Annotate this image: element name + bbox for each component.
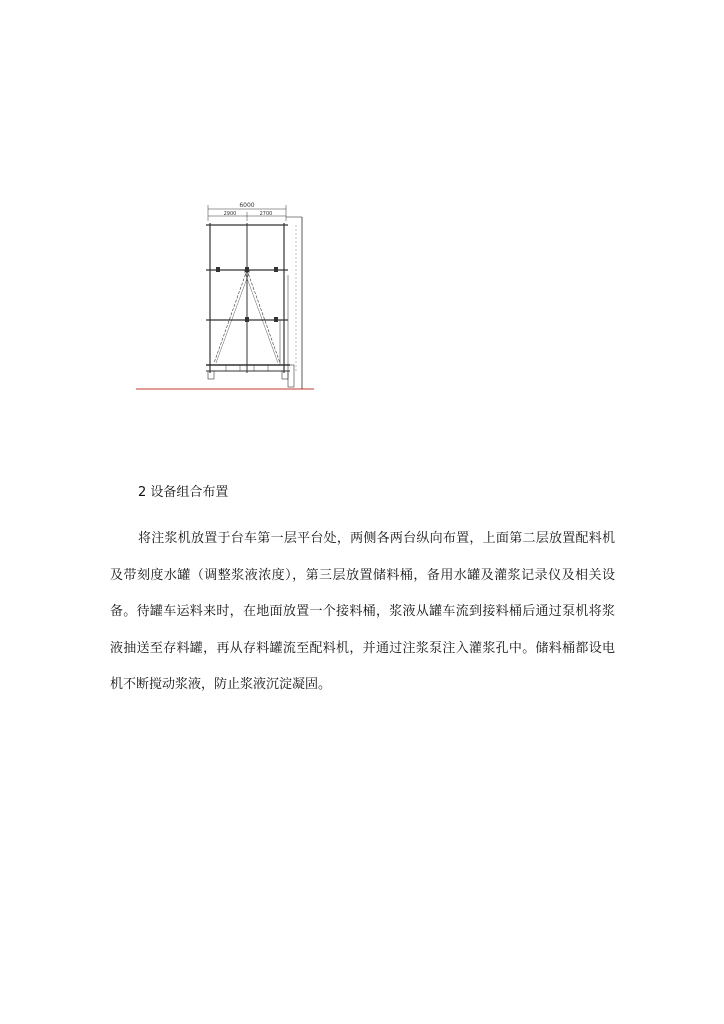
diagonal-brace xyxy=(214,270,247,363)
joint-marker xyxy=(216,267,220,272)
section-heading: 2 设备组合布置 xyxy=(138,485,229,500)
support-post xyxy=(288,365,294,387)
joint-marker xyxy=(245,317,249,322)
platform-structure-drawing xyxy=(130,195,330,395)
wheel-block xyxy=(282,371,288,379)
section-paragraph: 将注浆机放置于台车第一层平台处，两侧各两台纵向布置，上面第二层放置配料机及带刻度水罐（调整浆液浓度），第三层放置储料桶，备用水罐及灌浆记录仪及相关设备。待罐车运料来时，在地面放置一个接料桶，浆液从罐车流到接料桶后通过泵机将浆液抽送至存料罐，再从存料罐流至配料机，并通过注浆泵注入灌浆孔中。储料桶都设电机不断搅动浆液，防止浆液沉淀凝固。 xyxy=(110,531,615,692)
diagonal-brace xyxy=(247,270,280,363)
diagonal-brace xyxy=(216,270,250,363)
joint-marker xyxy=(274,267,278,272)
joint-marker xyxy=(245,267,249,272)
diagonal-brace xyxy=(244,270,278,363)
dimension-left-span-label: 2900 xyxy=(223,211,237,217)
wheel-block xyxy=(208,371,214,379)
joint-marker xyxy=(274,317,278,322)
dimension-top-label: 6000 xyxy=(239,202,255,209)
dimension-right-span-label: 2700 xyxy=(259,211,273,217)
